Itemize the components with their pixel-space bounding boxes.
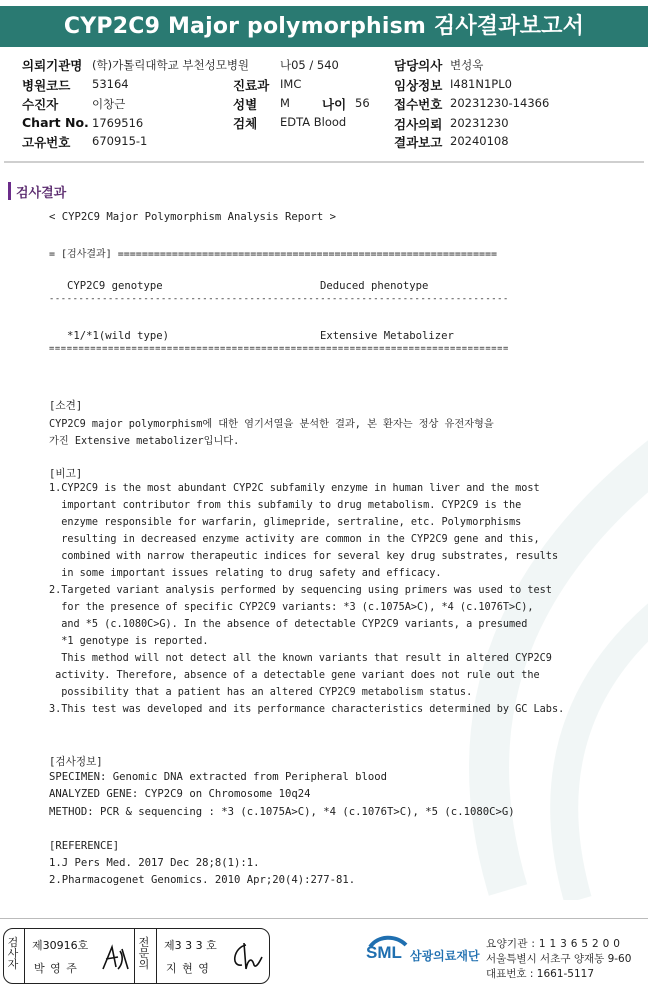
tester-name: 박 영 주 bbox=[34, 962, 78, 975]
value-age: 56 bbox=[355, 96, 370, 110]
section-title-text: 검사결과 bbox=[16, 186, 67, 201]
value-physician: 변성욱 bbox=[450, 58, 484, 72]
genotype-value: *1/*1(wild type) bbox=[67, 330, 170, 342]
note-line: for the presence of specific CYP2C9 variants: *3 (c.1075A>C), *4 (c.1076T>C), bbox=[49, 602, 534, 613]
label-sex: 성별 bbox=[233, 97, 258, 112]
note-line: enzyme responsible for warfarin, glimepride, sertraline, etc. Polymorphisms bbox=[49, 517, 522, 528]
eq-line: ============================================================================== bbox=[49, 344, 509, 354]
note-line: important contributor from this subfamily to drug metabolism. CYP2C9 is the bbox=[49, 500, 522, 511]
value-clinical-info: I481N1PL0 bbox=[450, 77, 512, 91]
value-result-report: 20240108 bbox=[450, 134, 509, 148]
label-specimen: 검체 bbox=[233, 116, 258, 131]
company-logo bbox=[366, 933, 480, 975]
institution-number: 요양기관 : 1 1 3 6 5 2 0 0 bbox=[486, 938, 621, 950]
note-line: and *5 (c.1080C>G). In the absence of detectable CYP2C9 variants, a presumed bbox=[49, 619, 528, 630]
col-phenotype-header: Deduced phenotype bbox=[320, 280, 429, 292]
label-physician: 담당의사 bbox=[394, 58, 443, 73]
note-line: *1 genotype is reported. bbox=[49, 636, 209, 647]
label-hospital-code: 병원코드 bbox=[22, 78, 71, 93]
footer-divider bbox=[0, 918, 648, 919]
reference-title: [REFERENCE] bbox=[49, 840, 120, 852]
sign-separator bbox=[134, 929, 135, 983]
reviewer-vertical-label: 전문의 bbox=[138, 936, 150, 971]
value-ward: 나05 / 540 bbox=[280, 58, 339, 72]
info-title: [검사정보] bbox=[49, 756, 103, 768]
label-result-report: 결과보고 bbox=[394, 135, 443, 150]
patient-info bbox=[0, 52, 648, 162]
report-header: < CYP2C9 Major Polymorphism Analysis Report > bbox=[49, 211, 337, 223]
phenotype-value: Extensive Metabolizer bbox=[320, 330, 454, 342]
reviewer-name: 지 현 영 bbox=[166, 962, 210, 975]
tester-vertical-label: 검사자 bbox=[7, 936, 19, 971]
section-title bbox=[8, 182, 66, 201]
phone: 대표번호 : 1661-5117 bbox=[486, 968, 595, 980]
finding-line-1: CYP2C9 major polymorphism에 대한 염기서열을 분석한 결과, 본 환자는 정상 유전자형을 bbox=[49, 419, 494, 430]
signature-box bbox=[3, 928, 270, 984]
logo-company-name: 삼광의료재단 bbox=[410, 949, 480, 963]
note-line: activity. Therefore, absence of a detectable gene variant does not rule out the bbox=[49, 670, 540, 681]
note-title: [비고] bbox=[49, 468, 83, 480]
label-chart-no: Chart No. bbox=[22, 115, 89, 130]
result-line: = [검사결과] =============================================================== bbox=[49, 249, 498, 260]
label-clinical-info: 임상정보 bbox=[394, 78, 443, 93]
note-line: 1.CYP2C9 is the most abundant CYP2C subfamily enzyme in human liver and the most bbox=[49, 483, 540, 494]
value-unique-number: 670915-1 bbox=[92, 134, 148, 148]
sign-separator bbox=[24, 929, 25, 983]
note-line: This method will not detect all the known variants that result in altered CYP2C9 bbox=[49, 653, 552, 664]
reference-line: 1.J Pers Med. 2017 Dec 28;8(1):1. bbox=[49, 857, 260, 869]
info-line-specimen: SPECIMEN: Genomic DNA extracted from Peripheral blood bbox=[49, 771, 388, 783]
note-line: possibility that a patient has an altered CYP2C9 metabolism status. bbox=[49, 687, 473, 698]
reviewer-signature-icon bbox=[226, 939, 264, 973]
note-line: 3.This test was developed and its performance characteristics determined by GC Labs. bbox=[49, 704, 565, 715]
label-patient: 수진자 bbox=[22, 97, 59, 112]
tester-license: 제30916호 bbox=[32, 939, 89, 952]
finding-line-2: 가진 Extensive metabolizer입니다. bbox=[49, 436, 240, 447]
note-line: combined with narrow therapeutic indices for several key drug substrates, results bbox=[49, 551, 559, 562]
label-age: 나이 bbox=[322, 97, 347, 112]
value-test-request: 20231230 bbox=[450, 116, 509, 130]
divider bbox=[4, 161, 644, 163]
tester-signature-icon bbox=[100, 943, 132, 973]
note-line: resulting in decreased enzyme activity are common in the CYP2C9 gene and this, bbox=[49, 534, 540, 545]
finding-title: [소견] bbox=[49, 400, 83, 412]
label-receipt-number: 접수번호 bbox=[394, 97, 443, 112]
value-department: IMC bbox=[280, 77, 302, 91]
reference-line: 2.Pharmacogenet Genomics. 2010 Apr;20(4):277-81. bbox=[49, 874, 356, 886]
value-receipt-number: 20231230-14366 bbox=[450, 96, 550, 110]
note-line: in some important issues relating to drug safety and efficacy. bbox=[49, 568, 442, 579]
value-chart-no: 1769516 bbox=[92, 116, 144, 130]
report-title: CYP2C9 Major polymorphism 검사결과보고서 bbox=[0, 6, 648, 47]
col-genotype-header: CYP2C9 genotype bbox=[67, 280, 163, 292]
dash-line: ------------------------------------------------------------------------------ bbox=[49, 294, 509, 304]
value-hospital-code: 53164 bbox=[92, 77, 129, 91]
value-sex: M bbox=[280, 96, 290, 110]
address: 서울특별시 서초구 양재동 9-60 bbox=[486, 953, 632, 965]
sign-separator bbox=[156, 929, 157, 983]
label-test-request: 검사의뢰 bbox=[394, 117, 443, 132]
value-specimen: EDTA Blood bbox=[280, 115, 347, 129]
info-line-method: METHOD: PCR & sequencing : *3 (c.1075A>C), *4 (c.1076T>C), *5 (c.1080C>G) bbox=[49, 806, 515, 818]
value-requesting-institution: (학)가톨릭대학교 부천성모병원 bbox=[92, 58, 250, 72]
label-unique-number: 고유번호 bbox=[22, 135, 71, 150]
info-line-gene: ANALYZED GENE: CYP2C9 on Chromosome 10q24 bbox=[49, 788, 311, 800]
logo-text: SML bbox=[366, 943, 402, 962]
note-line: 2.Targeted variant analysis performed by sequencing using primers was used to test bbox=[49, 585, 552, 596]
value-patient: 이창근 bbox=[92, 97, 126, 111]
reviewer-license: 제3 3 3 호 bbox=[164, 939, 217, 952]
label-department: 진료과 bbox=[233, 78, 270, 93]
label-requesting-institution: 의뢰기관명 bbox=[22, 58, 83, 73]
